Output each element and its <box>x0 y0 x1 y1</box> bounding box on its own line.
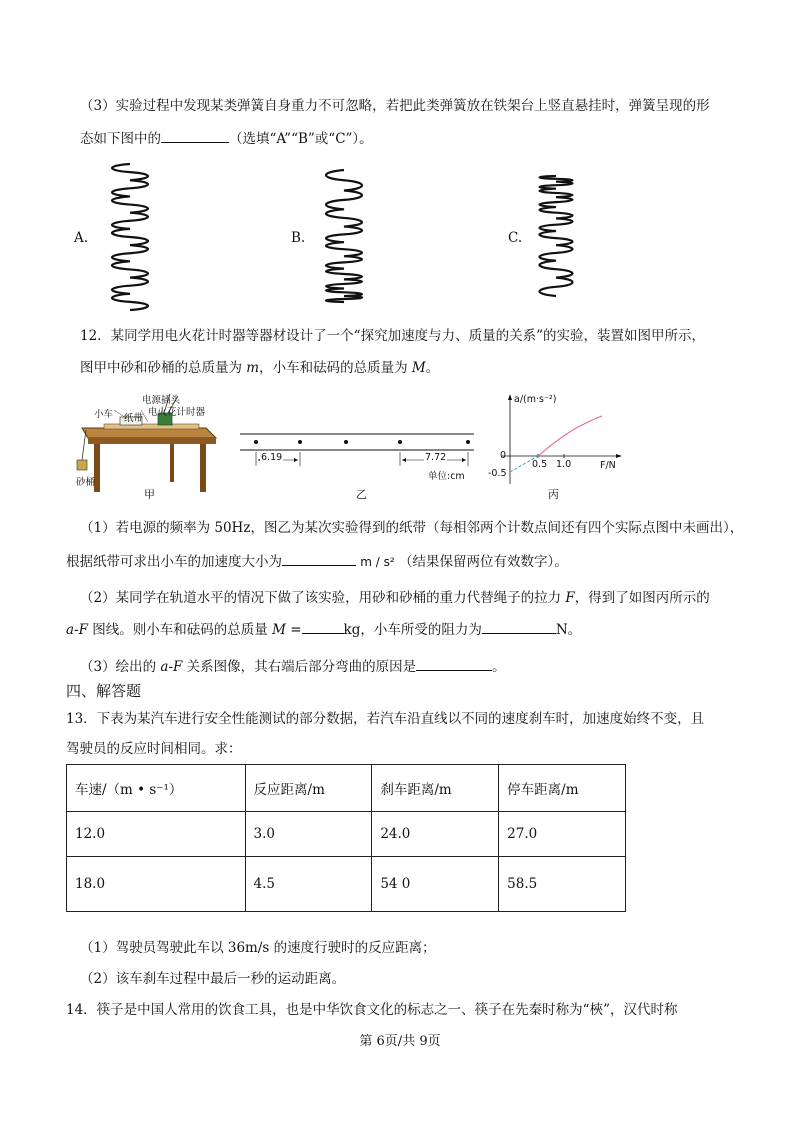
option-c-label: C. <box>508 230 523 246</box>
answer-blank <box>416 656 492 671</box>
option-b-label: B. <box>291 230 306 246</box>
test-data-table <box>66 764 626 912</box>
graph-tick-0: 0 <box>500 450 507 461</box>
q13-line1: 13．下表为某汽车进行安全性能测试的部分数据，若汽车沿直线以不同的速度刹车时，加速度始终不变，且 <box>66 711 705 727</box>
answer-blank <box>161 128 229 143</box>
q14-line1: 14．筷子是中国人常用的饮食工具，也是中华饮食文化的标志之一、筷子在先秦时称为“梜”，汉代时称 <box>66 1002 678 1018</box>
table-header-row <box>67 765 626 812</box>
q12-sub3: （3）绘出的 a-F 关系图像，其右端后部分弯曲的原因是 。 <box>80 656 506 677</box>
tape-dim-right: 7.72 <box>425 452 447 463</box>
table-header-cell: 反应距离/m <box>245 765 372 812</box>
label-tape: 纸带 <box>124 413 144 424</box>
spring-b-figure <box>314 166 374 306</box>
spring-c-figure <box>528 172 584 300</box>
q11-3-line1: （3）实验过程中发现某类弹簧自身重力不可忽略，若把此类弹簧放在铁架台上竖直悬挂时，弹簧呈现的形 <box>80 98 710 114</box>
table-row <box>67 812 626 857</box>
table-cell: 27.0 <box>499 812 626 857</box>
tape-unit: 单位:cm <box>428 471 465 482</box>
table-cell: 24.0 <box>372 812 499 857</box>
graph-tick-neg-0-5: -0.5 <box>488 468 507 479</box>
tape-dim-left: 6.19 <box>261 452 283 463</box>
table-header-cell: 车速/（m • s⁻¹） <box>67 765 246 812</box>
q13-line2: 驾驶员的反应时间相同。求： <box>66 741 242 757</box>
graph-ylabel: a/(m·s⁻²) <box>514 394 557 405</box>
table-cell: 58.5 <box>499 857 626 912</box>
graph-tick-0-5: 0.5 <box>532 459 548 470</box>
table-row <box>67 857 626 912</box>
q12-sub1-line2: 根据纸带可求出小车的加速度大小为 m / s² （结果保留两位有效数字）。 <box>66 551 568 572</box>
q13-sub2: （2）该车刹车过程中最后一秒的运动距离。 <box>80 971 346 987</box>
graph-xlabel: F/N <box>600 460 616 471</box>
q12-sub1-line1: （1）若电源的频率为 50Hz，图乙为某次实验得到的纸带（每相邻两个计数点间还有四个实际点图中未画出）， <box>80 520 744 536</box>
table-header-cell: 刹车距离/m <box>372 765 499 812</box>
spring-a-figure <box>100 160 160 314</box>
table-cell: 3.0 <box>245 812 372 857</box>
label-power-plug: 电源插头 <box>142 395 181 406</box>
caption-bing: 丙 <box>548 488 559 501</box>
answer-blank <box>482 619 556 634</box>
answer-blank <box>282 551 356 566</box>
q12-line1: 12．某同学用电火花计时器等器材设计了一个“探究加速度与力、质量的关系”的实验，装置如图甲所示， <box>80 328 705 344</box>
table-cell: 12.0 <box>67 812 246 857</box>
q12-sub2-line1: （2）某同学在轨道水平的情况下做了该实验，用砂和砂桶的重力代替绳子的拉力 F，得到了如图丙所示的 <box>80 590 710 606</box>
q11-3-line2: 态如下图中的 （选填“A”“B”或“C”）。 <box>80 128 373 149</box>
label-timer: 电火花计时器 <box>148 407 206 418</box>
q12-line2: 图甲中砂和砂桶的总质量为 m，小车和砝码的总质量为 M。 <box>80 360 440 376</box>
label-sand-bucket: 砂桶 <box>76 477 96 488</box>
answer-blank <box>302 619 344 634</box>
graph-tick-1-0: 1.0 <box>556 459 572 470</box>
q12-sub2-line2: a-F 图线。则小车和砝码的总质量 M = kg，小车所受的阻力为 N。 <box>66 619 581 640</box>
table-cell: 4.5 <box>245 857 372 912</box>
table-cell: 18.0 <box>67 857 246 912</box>
option-a-label: A. <box>74 230 89 246</box>
q13-sub1: （1）驾驶员驾驶此车以 36m/s 的速度行驶时的反应距离； <box>80 940 436 956</box>
label-cart: 小车 <box>94 409 114 420</box>
table-cell: 54 0 <box>372 857 499 912</box>
page-footer: 第 6页/共 9页 <box>359 1034 441 1049</box>
caption-jia: 甲 <box>144 488 155 501</box>
table-header-cell: 停车距离/m <box>499 765 626 812</box>
section-title: 四、解答题 <box>66 682 142 700</box>
caption-yi: 乙 <box>356 488 367 501</box>
